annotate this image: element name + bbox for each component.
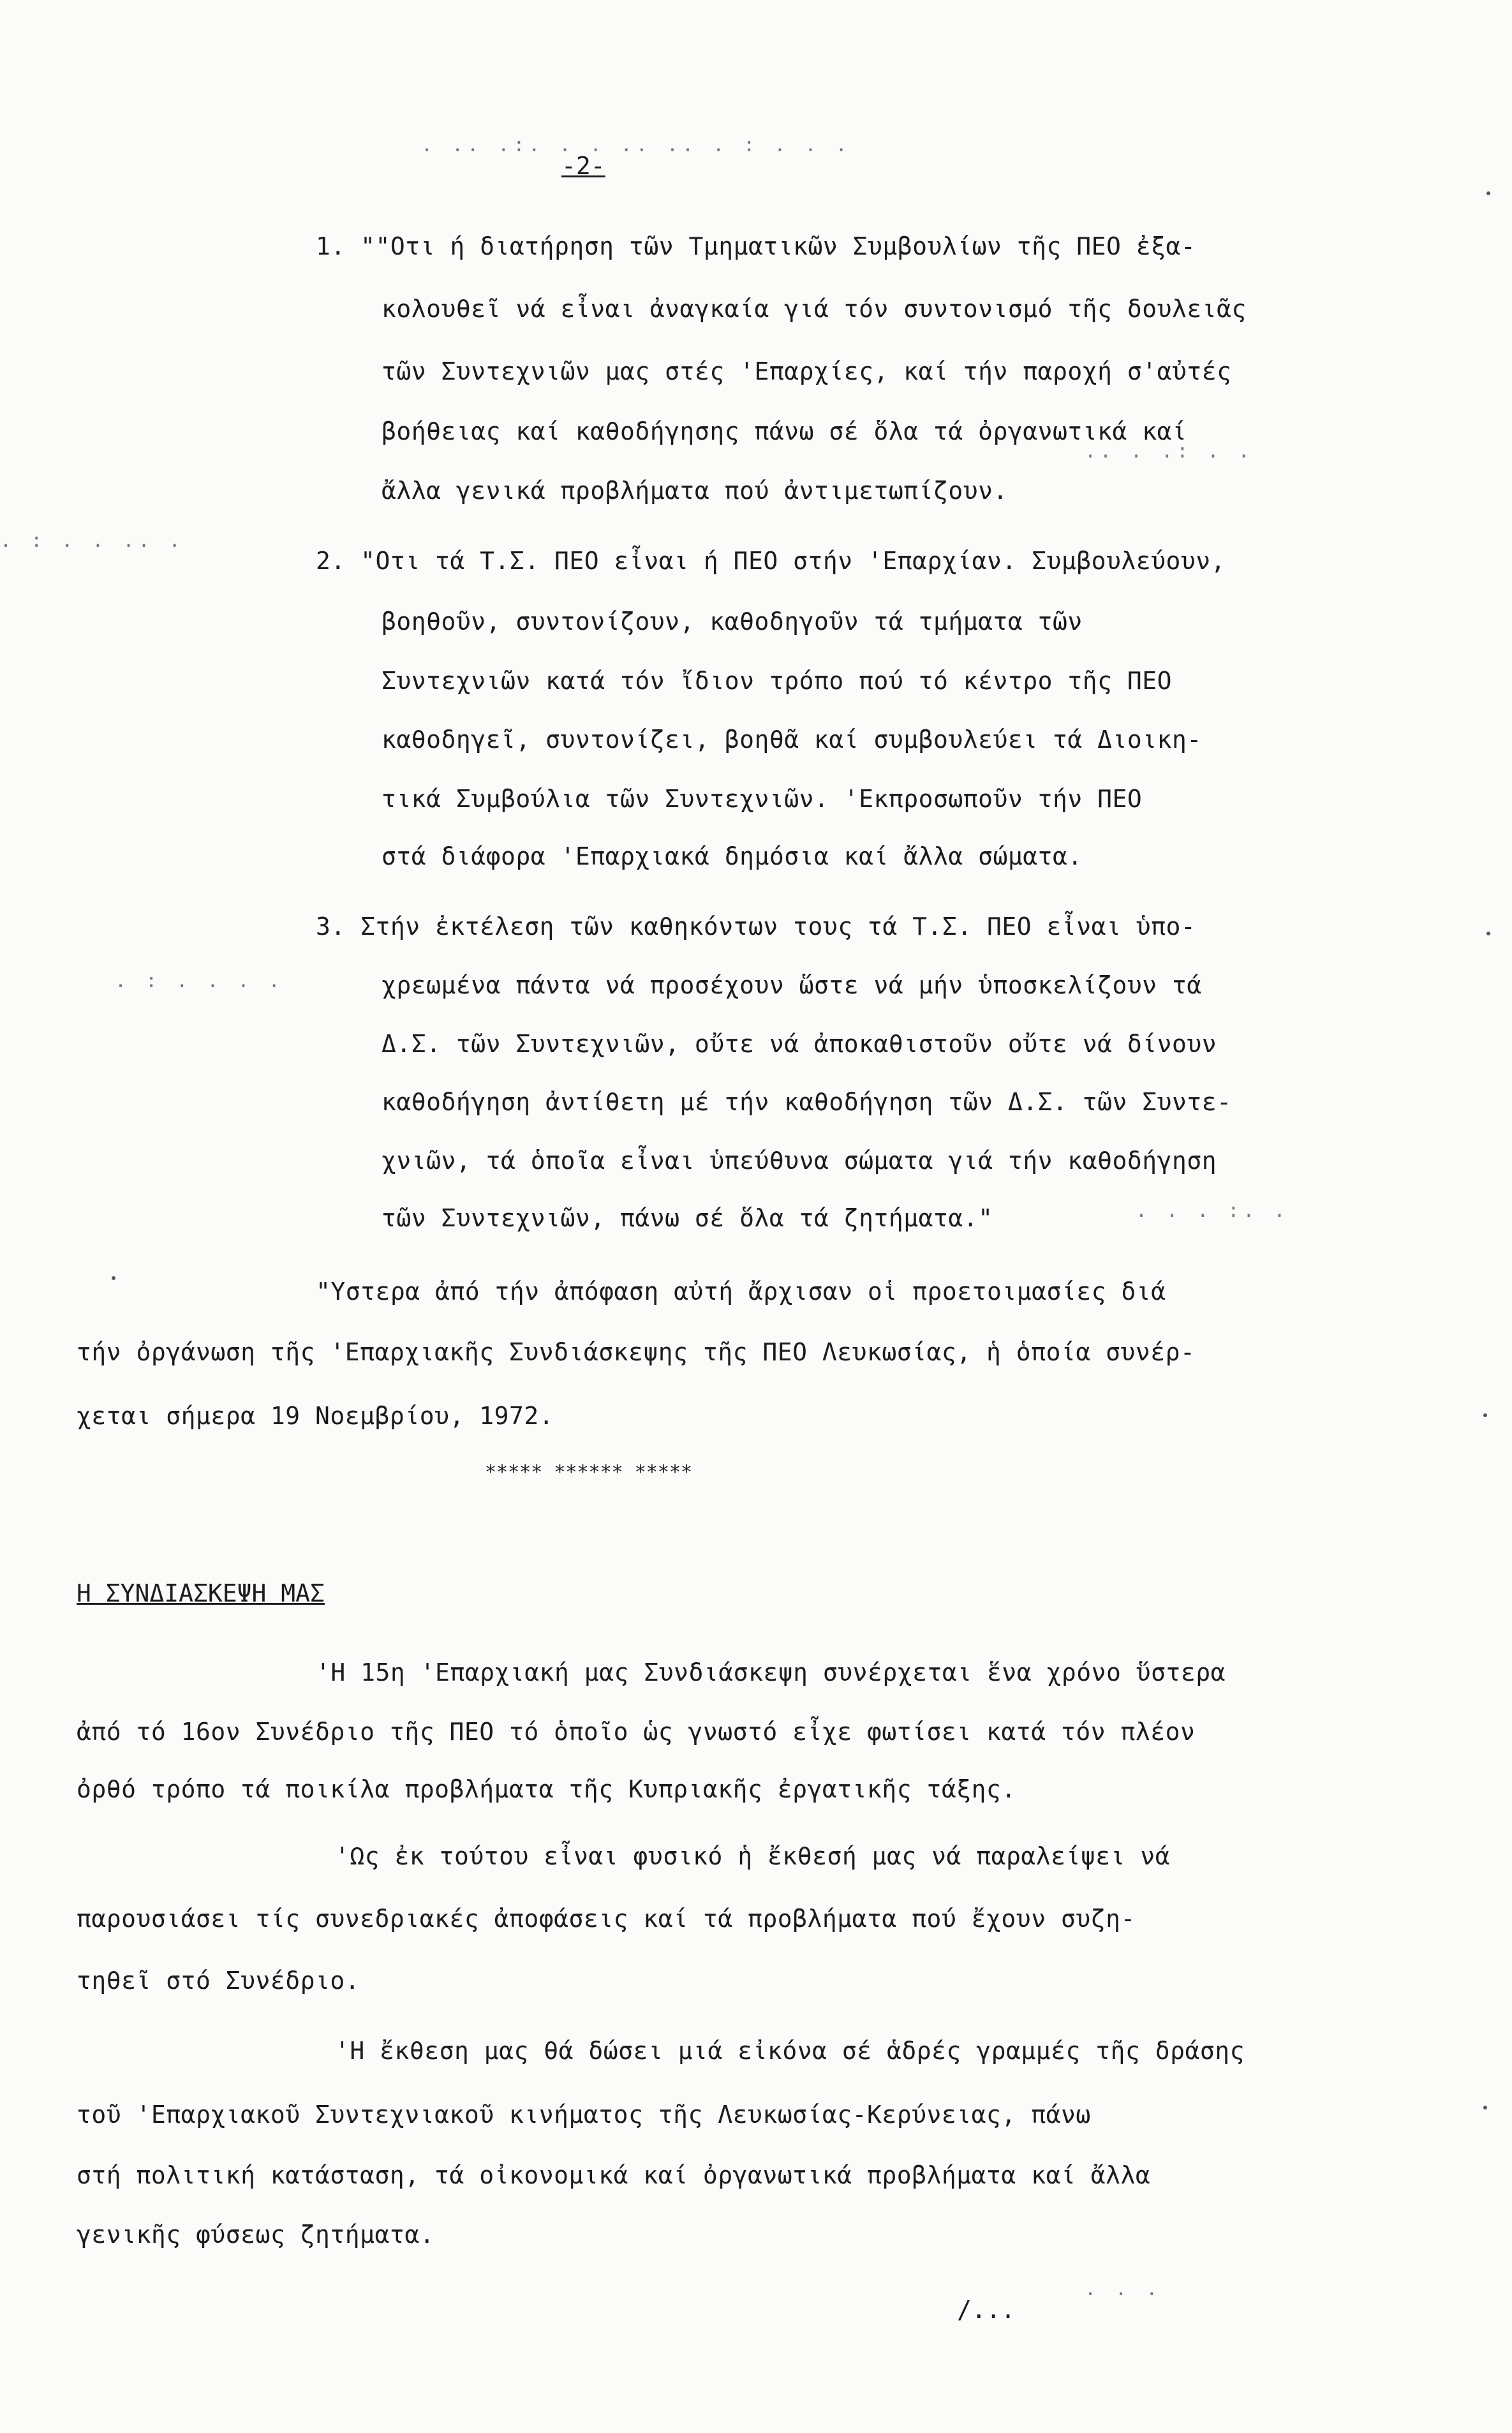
scan-speck <box>1486 191 1490 195</box>
text-line: τήν ὀργάνωση τῆς 'Επαρχιακῆς Συνδιάσκεψης τῆς ΠΕΟ Λευκωσίας, ἡ ὁποία συνέρ- <box>77 1338 1196 1366</box>
separator-stars: ***** ****** ***** <box>485 1461 693 1484</box>
scan-noise: . . . <box>1085 2278 1162 2300</box>
text-line: τῶν Συντεχνιῶν, πάνω σέ ὅλα τά ζητήματα." <box>382 1204 993 1232</box>
scan-speck <box>1486 932 1490 935</box>
scan-speck <box>112 1276 115 1280</box>
text-line: στά διάφορα 'Επαρχιακά δημόσια καί ἄλλα σώματα. <box>382 842 1083 870</box>
text-line: τῶν Συντεχνιῶν μας στές 'Επαρχίες, καί τήν παροχή σ'αὐτές <box>382 357 1232 385</box>
scan-noise: . : . . .. . <box>0 530 184 552</box>
text-line: βοηθοῦν, συντονίζουν, καθοδηγοῦν τά τμήματα τῶν <box>382 607 1083 636</box>
text-line: χρεωμένα πάντα νά προσέχουν ὥστε νά μήν ὑποσκελίζουν τά <box>382 971 1202 999</box>
section-heading: Η ΣΥΝΔΙΑΣΚΕΨΗ ΜΑΣ <box>77 1579 325 1607</box>
scan-noise: . : . . . . <box>115 970 284 992</box>
text-line: βοήθειας καί καθοδήγησης πάνω σέ ὅλα τά ὀργανωτικά καί <box>382 417 1187 445</box>
text-line: 'Ως ἐκ τούτου εἶναι φυσικό ἡ ἔκθεσή μας νά παραλείψει νά <box>335 1842 1171 1870</box>
text-line: κολουθεῖ νά εἶναι ἀναγκαία γιά τόν συντονισμό τῆς δουλειᾶς <box>382 295 1247 323</box>
text-line: παρουσιάσει τίς συνεδριακές ἀποφάσεις καί τά προβλήματα πού ἔχουν συζη- <box>77 1905 1136 1933</box>
text-line: τικά Συμβούλια τῶν Συντεχνιῶν. 'Εκπροσωποῦν τήν ΠΕΟ <box>382 785 1143 813</box>
text-line: 3. Στήν ἐκτέλεση τῶν καθηκόντων τους τά Τ.Σ. ΠΕΟ εἶναι ὑπο- <box>316 912 1196 941</box>
text-line: καθοδήγηση ἀντίθετη μέ τήν καθοδήγηση τῶν Δ.Σ. τῶν Συντε- <box>382 1088 1232 1116</box>
text-line: χνιῶν, τά ὁποῖα εἶναι ὑπεύθυνα σώματα γιά τήν καθοδήγηση <box>382 1147 1217 1175</box>
text-line: "Υστερα ἀπό τήν ἀπόφαση αὐτή ἄρχισαν οἱ προετοιμασίες διά <box>316 1277 1166 1306</box>
text-line: ἀπό τό 16ον Συνέδριο τῆς ΠΕΟ τό ὁποῖο ὡς γνωστό εἶχε φωτίσει κατά τόν πλέον <box>77 1718 1196 1746</box>
scan-noise: .. . .: . . <box>1085 440 1254 463</box>
text-line: γενικῆς φύσεως ζητήματα. <box>77 2221 435 2249</box>
text-line: 'Η 15η 'Επαρχιακή μας Συνδιάσκεψη συνέρχεται ἕνα χρόνο ὕστερα <box>316 1658 1226 1686</box>
text-line: Συντεχνιῶν κατά τόν ἴδιον τρόπο πού τό κέντρο τῆς ΠΕΟ <box>382 667 1173 695</box>
text-line: καθοδηγεῖ, συντονίζει, βοηθᾶ καί συμβουλεύει τά Διοικη- <box>382 725 1202 754</box>
scan-noise: . . . :. . <box>1136 1200 1289 1222</box>
text-line: 'Η ἔκθεση μας θά δώσει μιά εἰκόνα σέ ἁδρές γραμμές τῆς δράσης <box>335 2037 1245 2065</box>
text-line: Δ.Σ. τῶν Συντεχνιῶν, οὔτε νά ἀποκαθιστοῦν οὔτε νά δίνουν <box>382 1030 1217 1058</box>
text-line: στή πολιτική κατάσταση, τά οἰκονομικά καί ὀργανωτικά προβλήματα καί ἄλλα <box>77 2161 1151 2189</box>
text-line: τοῦ 'Επαρχιακοῦ Συντεχνιακοῦ κινήματος τῆς Λευκωσίας-Κερύνειας, πάνω <box>77 2101 1091 2129</box>
text-line: χεται σήμερα 19 Νοεμβρίου, 1972. <box>77 1402 554 1430</box>
continuation-mark: /... <box>957 2296 1016 2324</box>
page-number: -2- <box>561 152 605 180</box>
text-line: ὀρθό τρόπο τά ποικίλα προβλήματα τῆς Κυπριακῆς ἐργατικῆς τάξης. <box>77 1775 1016 1803</box>
text-line: 1. ""Οτι ή διατήρηση τῶν Τμηματικῶν Συμβουλίων τῆς ΠΕΟ ἐξα- <box>316 232 1196 260</box>
text-line: τηθεῖ στό Συνέδριο. <box>77 1967 360 1995</box>
text-line: ἄλλα γενικά προβλήματα πού ἀντιμετωπίζουν. <box>382 477 1008 505</box>
scan-speck <box>1483 2106 1487 2109</box>
scan-speck <box>1483 1413 1487 1417</box>
text-line: 2. "Οτι τά Τ.Σ. ΠΕΟ εἶναι ή ΠΕΟ στήν 'Επαρχίαν. Συμβουλεύουν, <box>316 547 1226 575</box>
scan-noise: . .. .:. . . .. .. . : . . . <box>421 134 851 156</box>
